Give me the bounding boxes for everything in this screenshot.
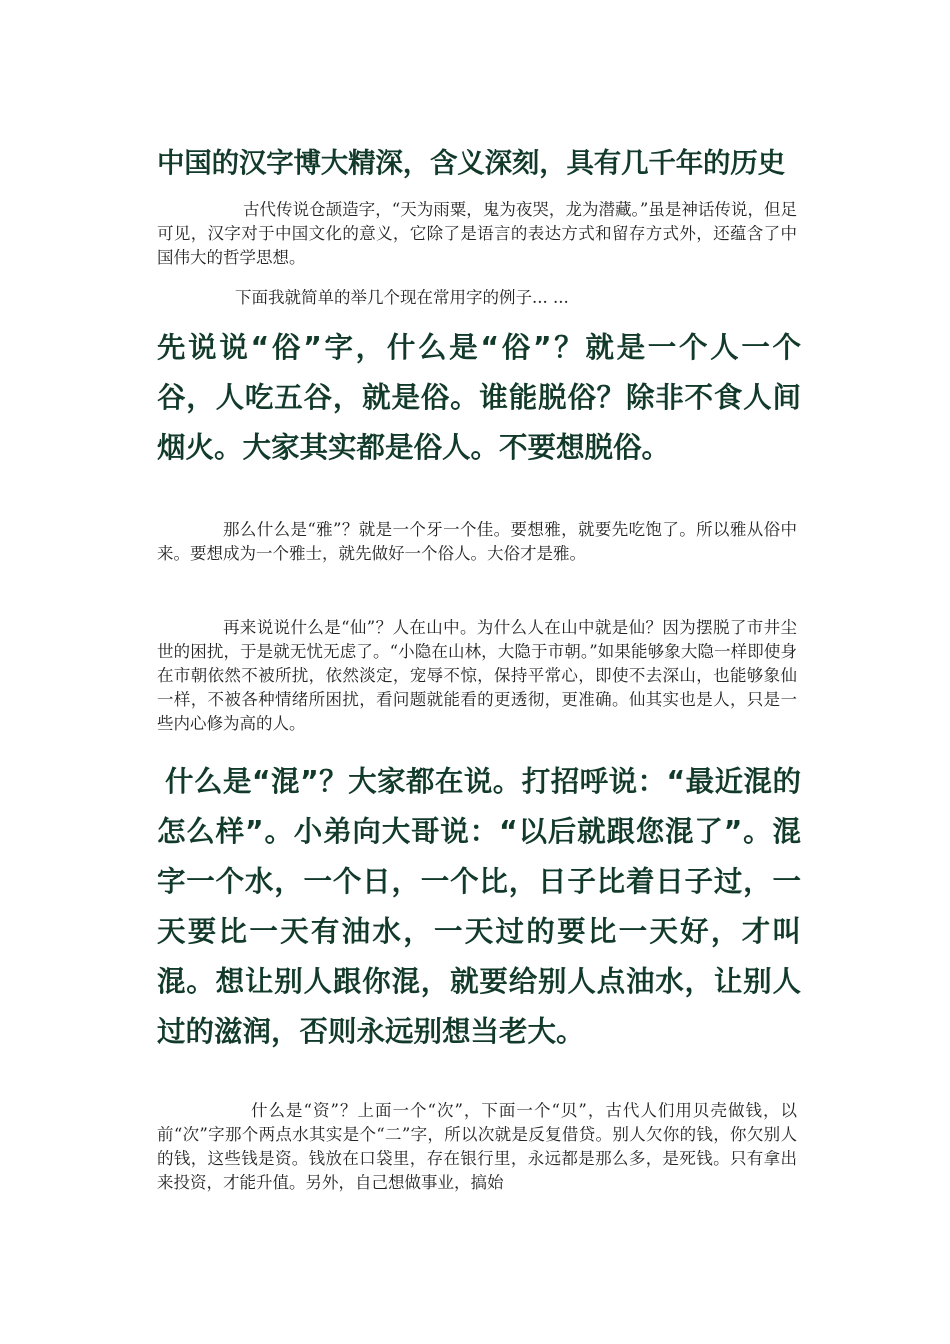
document-title: 中国的汉字博大精深，含义深刻，具有几千年的历史 xyxy=(157,147,785,179)
paragraph-intro: 古代传说仓颉造字，“天为雨粟，鬼为夜哭，龙为潜藏。”虽是神话传说，但足可见，汉字对于中国文化的意义，它除了是语言的表达方式和留存方式外，还蕴含了中国伟大的哲学思想。 xyxy=(157,200,797,267)
paragraph-xian: 再来说说什么是“仙”？人在山中。为什么人在山中就是仙？因为摆脱了市井尘世的困扰，于是就无忧无虑了。“小隐在山林，大隐于市朝。”如果能够象大隐一样即使身在市朝依然不被所扰，依然淡定，宠辱不惊，保持平常心，即使不去深山，也能够象仙一样，不被各种情绪所困扰，看问题就能看的更透彻，更准确。仙其实也是人，只是一些内心修为高的人。 xyxy=(157,618,797,733)
paragraph-examples-intro: 下面我就简单的举几个现在常用字的例子... ... xyxy=(235,288,569,307)
highlight-paragraph-hun: 什么是“混”？大家都在说。打招呼说：“最近混的怎么样”。小弟向大哥说：“以后就跟您混了”。混字一个水，一个日，一个比，日子比着日子过，一天要比一天有油水，一天过的要比一天好，才叫混。想让别人跟你混，就要给别人点油水，让别人过的滋润，否则永远别想当老大。 xyxy=(157,765,801,1048)
paragraph-ya: 那么什么是“雅”？就是一个牙一个佳。要想雅，就要先吃饱了。所以雅从俗中来。要想成为一个雅士，就先做好一个俗人。大俗才是雅。 xyxy=(157,520,797,563)
paragraph-zi: 什么是“资”？上面一个“次”，下面一个“贝”，古代人们用贝壳做钱，以前“次”字那个两点水其实是个“二”字，所以次就是反复借贷。别人欠你的钱，你欠别人的钱，这些钱是资。钱放在口袋里，存在银行里，永远都是那么多，是死钱。只有拿出来投资，才能升值。另外，自己想做事业，搞始 xyxy=(157,1101,797,1192)
highlight-paragraph-su: 先说说“俗”字，什么是“俗”？就是一个人一个谷，人吃五谷，就是俗。谁能脱俗？除非不食人间烟火。大家其实都是俗人。不要想脱俗。 xyxy=(157,331,801,464)
